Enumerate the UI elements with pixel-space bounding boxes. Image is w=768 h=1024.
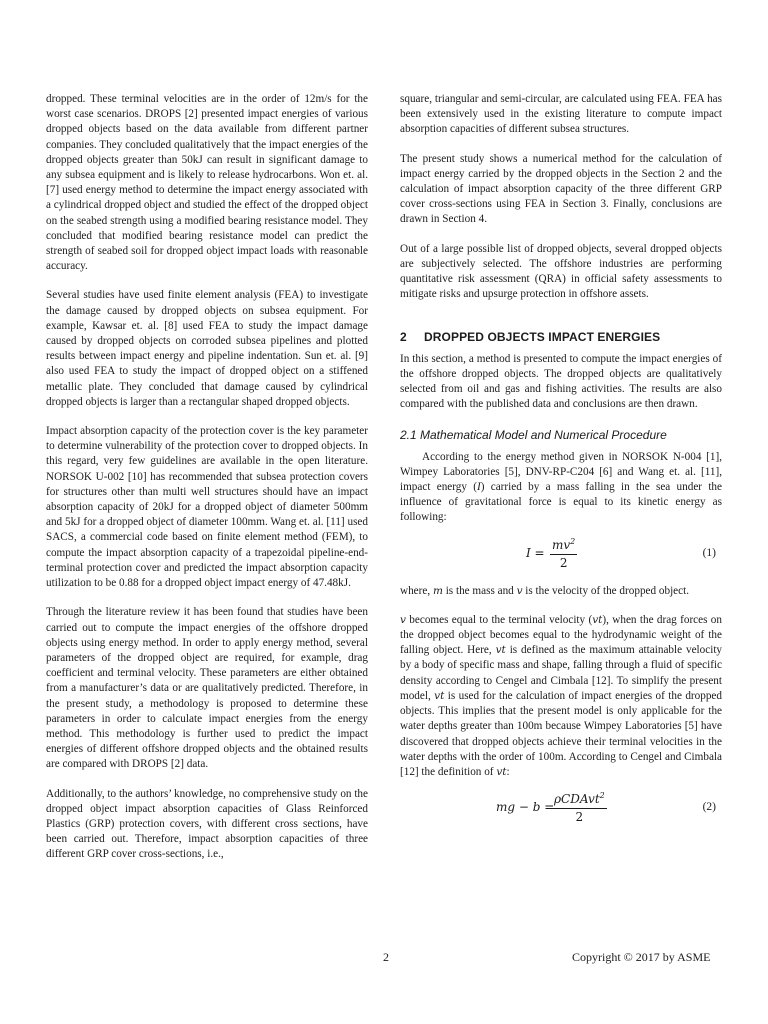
paragraph: Out of a large possible list of dropped objects, several dropped objects are subjectively selected. The offshore industries are performing quantitative risk assessment (QRA) in official safety assessments to mitigate risks and upsurge protection in offshore assets. (400, 242, 722, 301)
equation-lhs: mg − b = (496, 800, 555, 815)
paragraph: Additionally, to the authors’ knowledge, no comprehensive study on the dropped object impact absorption capacities of Glass Reinforced Plastics (GRP) protection covers, with different cross sections, have been carried out. Therefore, impact absorption capacities of three different GRP cover cross-sections, i.e., (46, 787, 368, 861)
equation-2 (400, 788, 722, 828)
paragraph: v becomes equal to the terminal velocity (vt), when the drag forces on the dropped object becomes equal to the hydrodynamic weight of the falling object. Here, vt is defined as the maximum attainable velocity by a body of specific mass and shape, falling through a fluid of specific density according to Cengel and Cimbala [12]. To simplify the present model, vt is used for the calculation of impact energies of the dropped objects. This implies that the present model is only applicable for the water depths greater than 100m because Wimpey Laboratories [5] have discovered that dropped objects achieve their terminal velocities in the water depths with the order of 100m. According to Cengel and Cimbala [12] the definition of vt: (400, 613, 723, 778)
paragraph: Through the literature review it has been found that studies have been carried out to compute the impact energies of the offshore dropped objects using energy method. In order to apply energy method, several parameters of the dropped object are required, for example, drag coefficient and terminal velocity. These parameters are either obtained from a manufacturer’s data or are qualitatively predicted. Therefore, in the present study, a methodology is proposed to determine these parameters in order to calculate impact energies from the energy method. This methodology is further used to predict the impact energies of different offshore dropped objects and the obtained results are compared with DROPS [2] data. (46, 606, 368, 771)
right-column (400, 92, 722, 838)
paragraph: According to the energy method given in NORSOK N-004 [1], Wimpey Laboratories [5], DNV-RP-C204 [6] and Wang et. al. [11], impact energy (I) carried by a mass falling in the sea under the influence of gravitational force is equal to its kinetic energy as following: (400, 450, 722, 524)
paragraph: dropped. These terminal velocities are in the order of 12m/s for the worst case scenarios. DROPS [2] presented impact energies of various dropped objects based on the data available from different partner companies. They concluded qualitatively that the impact energies of the dropped objects greater than 50kJ can result in significant damage to any subsea equipment and is likely to release hydrocarbons. Won et. al. [7] used energy method to determine the impact energy associated with a cylindrical dropped object and studied the effect of the dropped object on the seabed strength using a modified bearing resistance model. They concluded that modified bearing resistance model can predict the strength of seabed soil for dropped object impact loads with reasonable accuracy. (46, 93, 368, 273)
equation-lhs: I = (526, 545, 545, 560)
paragraph: Several studies have used finite element analysis (FEA) to investigate the damage caused by dropped objects on subsea equipment. For example, Kawsar et. al. [8] used FEA to study the impact damage caused by dropped objects on corroded subsea pipelines and plotted results between impact energy and pipeline indentation. Sun et. al. [9] also used FEA to study the impact of dropped object on a stiffened metallic plate. They concluded that damage caused by cylindrical dropped objects is larger than a rectangular shaped dropped objects. (46, 289, 368, 408)
section-title: DROPPED OBJECTS IMPACT ENERGIES (424, 330, 661, 345)
equation-number: (2) (702, 801, 716, 814)
section-heading (400, 330, 722, 345)
paragraph: where, m is the mass and v is the velocity of the dropped object. (400, 584, 690, 597)
equation-1 (400, 534, 722, 574)
paragraph: square, triangular and semi-circular, are calculated using FEA. FEA has been extensively used in the existing literature to compute impact absorption capacities of different subsea structures. (400, 93, 722, 136)
equation-fraction: $\frac{mv^2}{2}$ (550, 534, 577, 571)
paragraph: The present study shows a numerical method for the calculation of impact energy carried by the dropped objects in the Section 2 and the calculation of impact absorption capacity of the three different GRP cover cross-sections using FEA in Section 3. Finally, conclusions are drawn in Section 4. (400, 152, 722, 226)
paragraph: In this section, a method is presented to compute the impact energies of the offshore dropped objects. The dropped objects are qualitatively selected from oil and gas and fishing activities. The results are also compared with the published data and conclusions are then drawn. (400, 352, 722, 411)
equation-fraction: ρCDAvt$^2$ 2 (552, 788, 607, 825)
equation-number: (1) (702, 546, 716, 559)
page-number: 2 (383, 950, 389, 964)
left-column (46, 92, 368, 877)
subsection-heading: 2.1 Mathematical Model and Numerical Procedure (400, 428, 667, 443)
paragraph: Impact absorption capacity of the protection cover is the key parameter to determine vulnerability of the protection cover to dropped objects. In this regard, very few guidelines are available in the open literature. NORSOK U-002 [10] has recommended that subsea protection covers for structures other than multi well structures should have an impact absorption capacity of 20kJ for a dropped object of diameter 500mm and 5kJ for a dropped object of diameter 100mm. Wang et. al. [11] used SACS, a commercial code based on finite element method (FEM), to compute the impact absorption capacity of a trapezoidal pipeline-end-terminal protection cover and predicted the impact absorption capacity utilization to be 0.88 for a dropped object impact energy of 47.48kJ. (46, 425, 368, 590)
section-number: 2 (400, 330, 407, 345)
math-symbol: I (477, 481, 481, 494)
copyright-notice: Copyright © 2017 by ASME (572, 950, 711, 964)
